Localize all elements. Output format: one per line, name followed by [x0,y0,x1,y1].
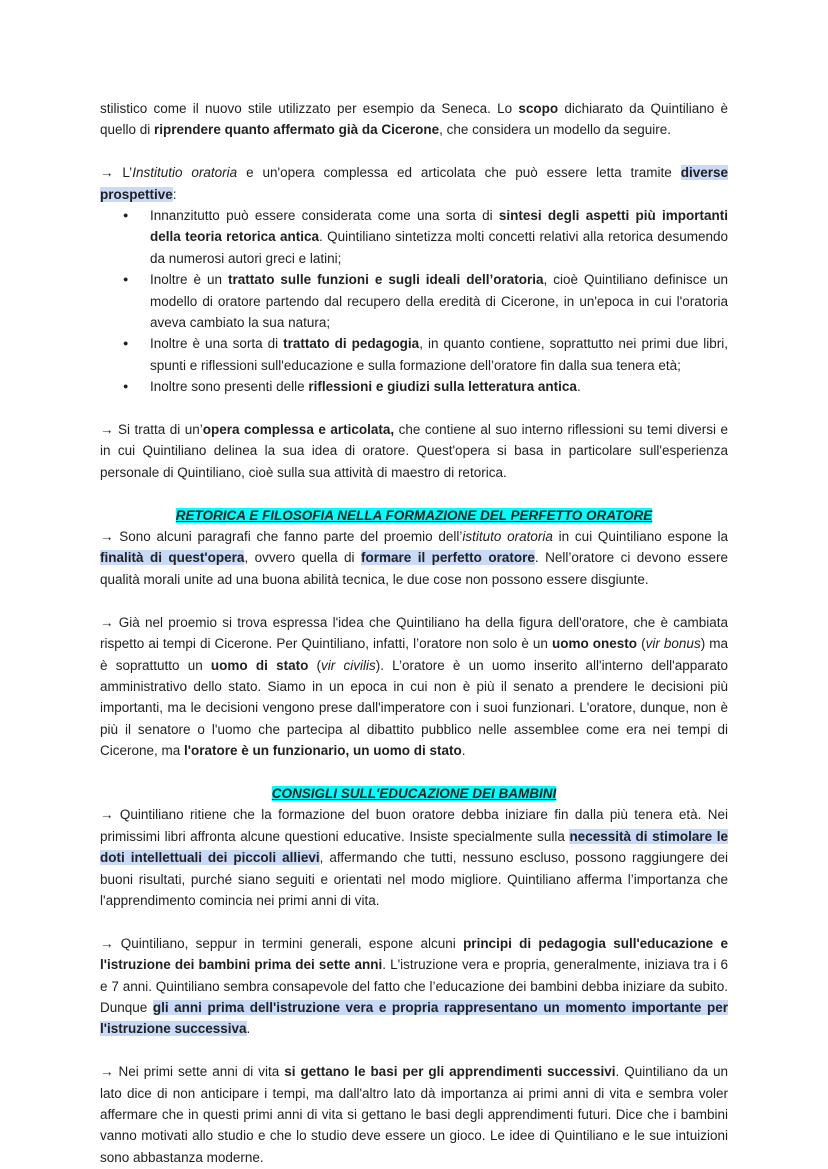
list-item: ● Inoltre sono presenti delle riflessioni e giudizi sulla letteratura antica. [150,376,728,397]
paragraph-proemio-purpose: → Sono alcuni paragrafi che fanno parte del proemio dell’istituto oratoria in cui Quintiliano espone la finalità di quest'opera, ovvero quella di formare il perfetto oratore. Nell’oratore ci devono essere qualità morali unite ad una buona abilità tecnica, le due cose non possono essere disgiunte. [100,529,729,587]
paragraph-pedagogy-principles: → Quintiliano, seppur in termini generali, espone alcuni principi di pedagogia sull'educazione e l'istruzione dei bambini prima dei sette anni. L'istruzione vera e propria, generalmente, iniziava tra i 6 e 7 anni. Quintiliano sembra consapevole del fatto che l’educazione dei bambini debba iniziare da subito. Dunque gli anni prima dell'istruzione vera e propria rappresentano un momento importante per l'istruzione successiva. [100,935,728,1037]
list-item: ● Inoltre è un trattato sulle funzioni e sugli ideali dell’oratoria, cioè Quintiliano definisce un modello di oratore partendo dal recupero della eredità di Cicerone, in un'epoca in cui l'oratoria aveva cambiato la sua natura; [150,269,728,333]
paragraph-institutio-perspectives: → L’Institutio oratoria e un'opera complessa ed articolata che può essere letta tramite diverse prospettive: [100,165,729,202]
section-heading-retorica: RETORICA E FILOSOFIA NELLA FORMAZIONE DEL PERFETTO ORATORE [175,507,653,523]
list-item: ● Inoltre è una sorta di trattato di pedagogia, in quanto contiene, soprattutto nei primi due libri, spunti e riflessioni sull'educazione e sulla formazione dell’oratore fin dalla sua tenera età; [150,333,728,376]
list-item: ● Innanzitutto può essere considerata come una sorta di sintesi degli aspetti più importanti della teoria retorica antica. Quintiliano sintetizza molti concetti relativi alla retorica desumendo da numerosi autori greci e latini; [150,205,728,269]
paragraph-intro-continuation: stilistico come il nuovo stile utilizzato per esempio da Seneca. Lo scopo dichiarato da Quintiliano è quello di riprendere quanto affermato già da Cicerone, che considera un modello da seguire. [100,101,728,138]
paragraph-complex-work: → Si tratta di un’opera complessa e articolata, che contiene al suo interno riflessioni su temi diversi e in cui Quintiliano delinea la sua idea di oratore. Quest'opera si basa in particolare sull'esperienza personale di Quintiliano, cioè sulla sua attività di maestro di retorica. [100,422,728,480]
section-heading-educazione: CONSIGLI SULL'EDUCAZIONE DEI BAMBINI [271,785,557,801]
paragraph-early-education: → Quintiliano ritiene che la formazione del buon oratore debba iniziare fin dalla più tenera età. Nei primissimi libri affronta alcune questioni educative. Insiste specialmente sulla necessità di stimolare le doti intellettuali dei piccoli allievi, affermando che tutti, nessuno escluso, possono raggiungere dei buoni risultati, purché siano seguiti e orientati nel modo migliore. Quintiliano afferma l’importanza che l'apprendimento comincia nei primi anni di vita. [100,807,728,908]
paragraph-orator-figure: → Già nel proemio si trova espressa l'idea che Quintiliano ha della figura dell'oratore, che è cambiata rispetto ai tempi di Cicerone. Per Quintiliano, infatti, l’oratore non solo è un uomo onesto (vir bonus) ma è soprattutto un uomo di stato (vir civilis). L’oratore è un uomo inserito all'interno dell'apparato amministrativo dello stato. Siamo in un epoca in cui non è più il senato a prendere le decisioni più importanti, ma le decisioni vengono prese dall'imperatore con i suoi funzionari. L'oratore, dunque, non è più il senatore o l'uomo che partecipa al dibattito pubblico nelle assemblee come era nei tempi di Cicerone, ma l'oratore è un funzionario, un uomo di stato. [100,614,729,759]
paragraph-first-seven-years: → Nei primi sette anni di vita si gettano le basi per gli apprendimenti successivi. Quintiliano da un lato dice di non anticipare i tempi, ma dall'altro lato dà importanza ai primi anni di vita e sembra voler affermare che in questi primi anni di vita si gettano le basi degli apprendimenti futuri. Dice che i bambini vanno motivati allo studio e che lo studio deve essere un gioco. Le idee di Quintiliano e le sue intuizioni sono abbastanza moderne. [100,1064,728,1165]
perspectives-list [100,205,728,398]
